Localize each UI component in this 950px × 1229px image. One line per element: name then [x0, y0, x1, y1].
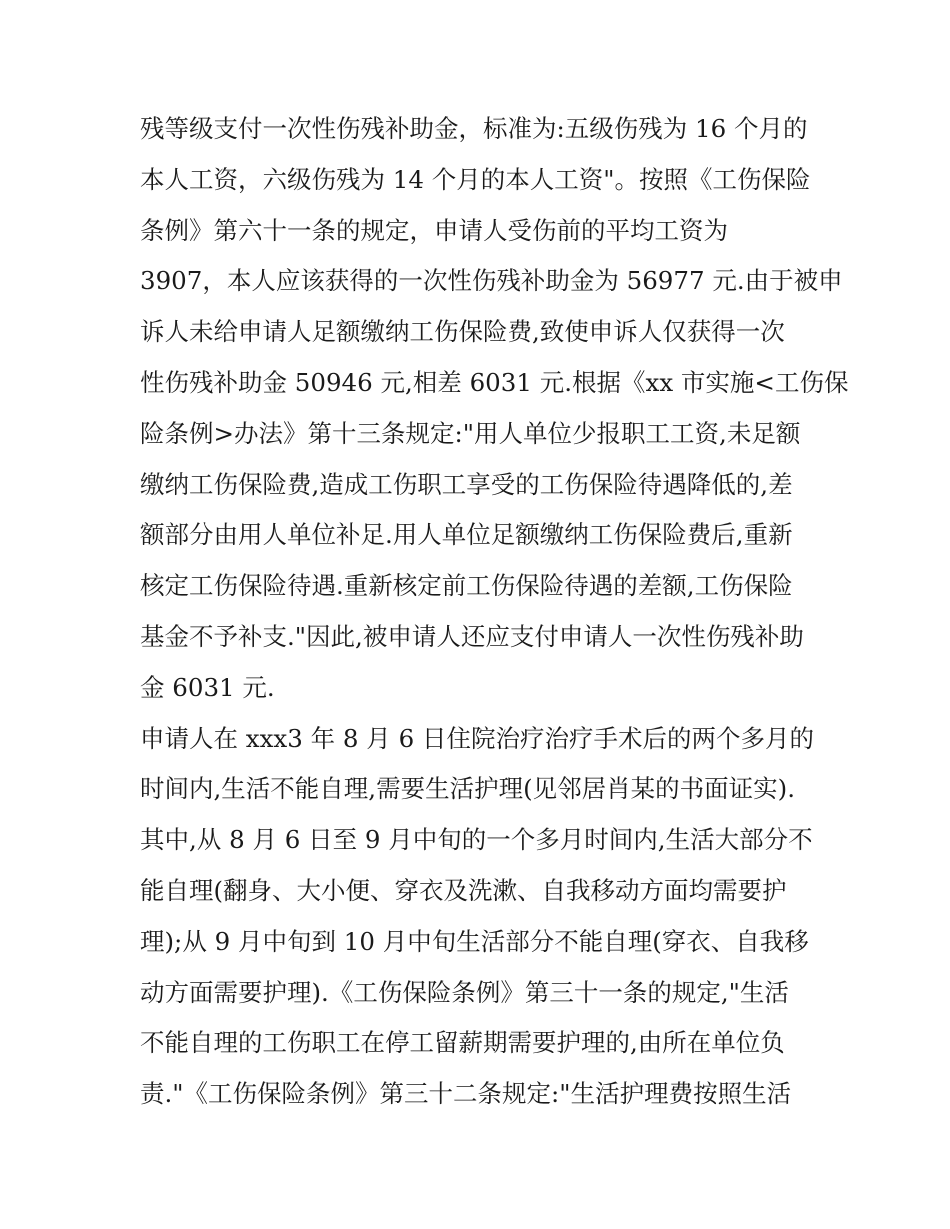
text-line: 条例》第六十一条的规定，申请人受伤前的平均工资为 [140, 215, 728, 245]
text-line: 申请人在 xxx3 年 8 月 6 日住院治疗治疗手术后的两个多月的 [140, 723, 814, 753]
text-line: 本人工资，六级伤残为 14 个月的本人工资"。按照《工伤保险 [140, 164, 811, 194]
text-line: 金 6031 元. [140, 672, 275, 702]
text-line: 时间内,生活不能自理,需要生活护理(见邻居肖某的书面证实). [140, 774, 795, 804]
text-line: 不能自理的工伤职工在停工留薪期需要护理的,由所在单位负 [140, 1028, 785, 1058]
text-line: 核定工伤保险待遇.重新核定前工伤保险待遇的差额,工伤保险 [140, 571, 793, 601]
text-line: 额部分由用人单位补足.用人单位足额缴纳工伤保险费后,重新 [140, 520, 793, 550]
text-line: 性伤残补助金 50946 元,相差 6031 元.根据《xx 市实施<工伤保 [140, 367, 849, 397]
text-line: 责."《工伤保险条例》第三十二条规定:"生活护理费按照生活 [140, 1079, 792, 1109]
text-line: 基金不予补支."因此,被申请人还应支付申请人一次性伤残补助 [140, 621, 804, 651]
text-line: 动方面需要护理).《工伤保险条例》第三十一条的规定,"生活 [140, 977, 789, 1007]
text-line: 险条例>办法》第十三条规定:"用人单位少报职工工资,未足额 [140, 418, 801, 448]
text-line: 理);从 9 月中旬到 10 月中旬生活部分不能自理(穿衣、自我移 [140, 926, 809, 956]
body-text [140, 104, 849, 1120]
text-line: 能自理(翻身、大小便、穿衣及洗漱、自我移动方面均需要护 [140, 875, 787, 905]
text-line: 3907，本人应该获得的一次性伤残补助金为 56977 元.由于被申 [140, 266, 843, 296]
text-line: 缴纳工伤保险费,造成工伤职工享受的工伤保险待遇降低的,差 [140, 469, 793, 499]
text-line: 诉人未给申请人足额缴纳工伤保险费,致使申诉人仅获得一次 [140, 317, 785, 347]
text-line: 残等级支付一次性伤残补助金，标准为:五级伤残为 16 个月的 [140, 114, 808, 143]
text-line: 其中,从 8 月 6 日至 9 月中旬的一个多月时间内,生活大部分不 [140, 825, 813, 855]
